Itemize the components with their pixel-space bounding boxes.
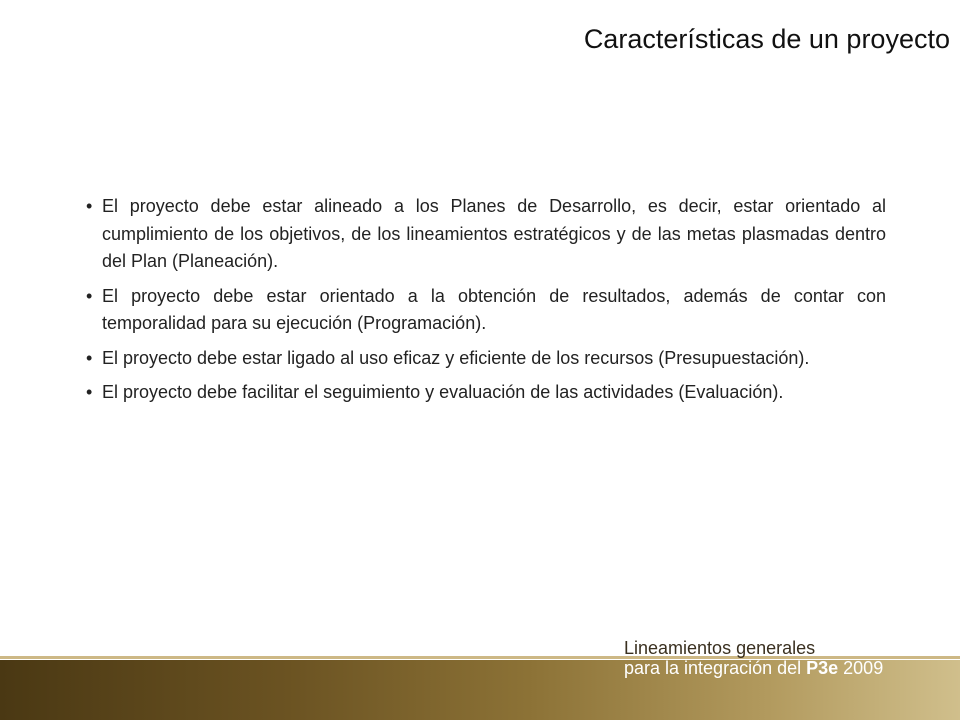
bullet-item [86, 345, 886, 373]
footer-year: 2009 [838, 658, 884, 678]
footer-line-1: Lineamientos generales [624, 638, 816, 658]
footer-brand: P3e [806, 658, 839, 678]
bullet-text: El proyecto debe estar orientado a la obtención de resultados, además de contar con temporalidad para su ejecución (Programación). [102, 285, 886, 333]
bullet-text: El proyecto debe estar alineado a los Planes de Desarrollo, es decir, estar orientado al cumplimiento de los objetivos, de los lineamientos estratégicos y de las metas plasmadas dentro del Plan (Planeación). [102, 196, 886, 271]
slide-title: Características de un proyecto [583, 24, 950, 54]
bullet-list [86, 193, 886, 414]
bullet-item [86, 379, 886, 407]
footer-line-2 [624, 658, 883, 678]
bullet-dot-icon: • [86, 347, 93, 368]
bullet-dot-icon: • [86, 196, 93, 216]
bullet-text: El proyecto debe estar ligado al uso eficaz y eficiente de los recursos (Presupuestación). [102, 347, 810, 368]
bullet-item [86, 193, 886, 276]
footer-line-2-prefix: para la integración del [624, 658, 807, 678]
bullet-item [86, 283, 886, 338]
bullet-text: El proyecto debe facilitar el seguimiento y evaluación de las actividades (Evaluación). [102, 382, 784, 402]
bullet-dot-icon: • [86, 285, 93, 306]
footer-caption [624, 638, 883, 678]
bullet-dot-icon: • [86, 382, 93, 402]
